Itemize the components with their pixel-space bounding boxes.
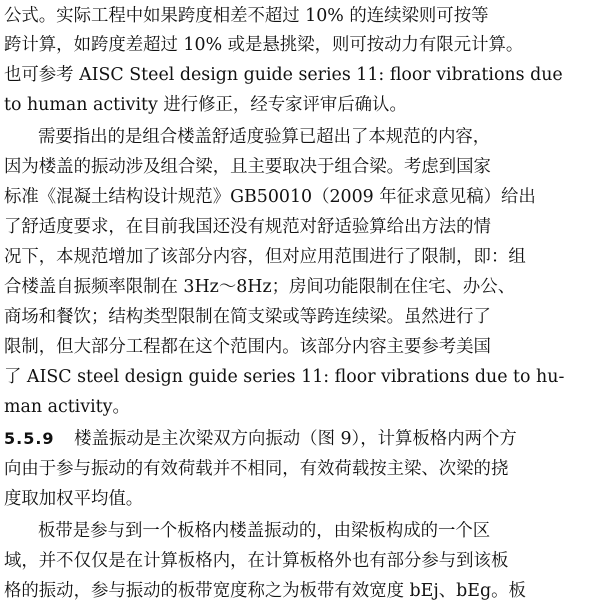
text-line-17: 度取加权平均值。 [4,489,144,509]
text-line-16: 向由于参与振动的有效荷载并不相同，有效荷载按主梁、次梁的挠 [4,459,509,479]
text-line-20: 格的振动，参与振动的板带宽度称之为板带有效宽度 bEj、bEg。板 [4,581,526,601]
text-line-5: 需要指出的是组合楼盖舒适度验算已超出了本规范的内容， [38,127,491,147]
text-line-15: 楼盖振动是主次梁双方向振动（图 9），计算板格内两个方 [74,429,517,449]
section-heading-line [4,427,590,451]
text-line-11: 商场和餐饮；结构类型限制在简支梁或等跨连续梁。虽然进行了 [4,307,491,327]
text-line-2: 跨计算，如跨度差超过 10% 或是悬挑梁，则可按动力有限元计算。 [4,35,524,55]
text-line-9: 况下，本规范增加了该部分内容，但对应用范围进行了限制，即：组 [4,247,526,267]
text-line-3: 也可参考 AISC Steel design guide series 11: floor vibrations due [4,65,563,85]
text-line-8: 了舒适度要求，在目前我国还没有规范对舒适验算给出方法的情 [4,217,491,237]
text-line-19: 域，并不仅仅是在计算板格内，在计算板格外也有部分参与到该板 [4,551,509,571]
text-line-18: 板带是参与到一个板格内楼盖振动的，由梁板构成的一个区 [38,521,491,541]
text-line-7: 标准《混凝土结构设计规范》GB50010（2009 年征求意见稿）给出 [4,187,536,207]
text-line-4: to human activity 进行修正，经专家评审后确认。 [4,95,407,115]
text-line-10: 合楼盖自振频率限制在 3Hz～8Hz；房间功能限制在住宅、办公、 [4,277,516,297]
text-line-12: 限制，但大部分工程都在这个范围内。该部分内容主要参考美国 [4,337,491,357]
text-line-1: 公式。实际工程中如果跨度相差不超过 10% 的连续梁则可按等 [4,6,489,26]
text-line-13: 了 AISC steel design guide series 11: floor vibrations due to hu- [4,367,565,387]
text-line-6: 因为楼盖的振动涉及组合梁，且主要取决于组合梁。考虑到国家 [4,157,491,177]
section-number: 5.5.9 [4,429,55,448]
text-line-14: man activity。 [4,397,130,417]
